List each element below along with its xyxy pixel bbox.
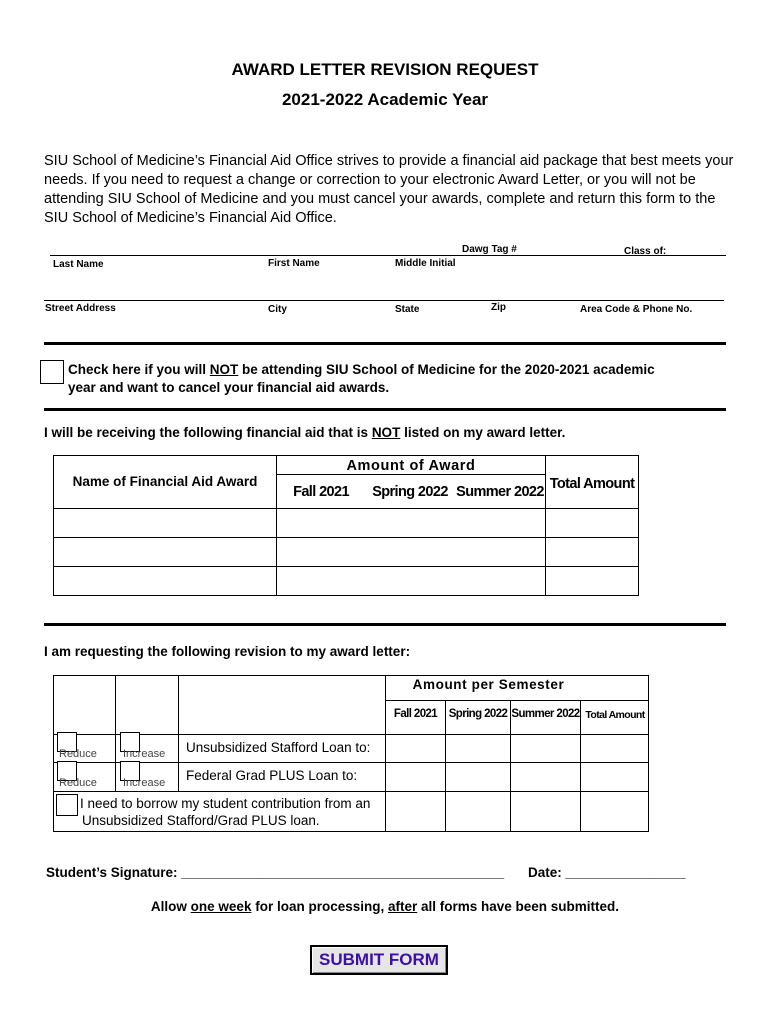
- dawg-tag-label: Dawg Tag #: [462, 244, 517, 255]
- spring-header: Spring 2022: [372, 483, 448, 500]
- section1-not: NOT: [371, 425, 401, 440]
- cancel-text: [68, 361, 728, 397]
- aid-name-cell[interactable]: [54, 567, 277, 596]
- last-name-label: Last Name: [53, 259, 104, 270]
- financial-aid-table: [53, 455, 639, 596]
- summer-header-2: Summer 2022: [511, 708, 580, 720]
- gradplus-reduce-label: Reduce: [59, 777, 97, 789]
- total-header-2: Total Amount: [585, 709, 645, 721]
- aid-amount-cell[interactable]: [277, 538, 546, 567]
- intro-paragraph: SIU School of Medicine’s Financial Aid Office strives to provide a financial aid package that best meets your needs. If you need to request a change or correction to your electronic Award Letter, or you will not be attending SIU School of Medicine and you must cancel your awards, complete and return this form to the SIU School of Medicine’s Financial Aid Office.: [44, 153, 734, 226]
- notice-mid: for loan processing,: [251, 899, 388, 914]
- grid-line: [385, 700, 649, 701]
- aid-total-cell[interactable]: [546, 567, 639, 596]
- aid-amount-cell[interactable]: [277, 509, 546, 538]
- stafford-increase-label: Increase: [123, 748, 166, 760]
- fall-header: Fall 2021: [293, 483, 349, 500]
- student-signature-line[interactable]: Student’s Signature: ___________________________________________: [46, 865, 505, 880]
- academic-year: 2021-2022 Academic Year: [281, 90, 489, 109]
- signature-date-line[interactable]: Date: ________________: [528, 865, 686, 880]
- contribution-line2: Unsubsidized Stafford/Grad PLUS loan.: [82, 813, 320, 828]
- state-label: State: [395, 304, 420, 315]
- aid-total-cell[interactable]: [546, 509, 639, 538]
- contribution-text: [80, 795, 370, 829]
- middle-initial-label: Middle Initial: [395, 258, 456, 269]
- divider: [44, 408, 726, 411]
- notice-one-week: one week: [190, 899, 252, 914]
- spring-header-2: Spring 2022: [448, 708, 508, 720]
- stafford-reduce-label: Reduce: [59, 748, 97, 760]
- divider: [44, 342, 726, 345]
- gradplus-increase-label: Increase: [123, 777, 166, 789]
- street-address-label: Street Address: [45, 303, 116, 314]
- grid-line: [53, 734, 649, 735]
- section1-heading: [44, 425, 565, 440]
- grid-line: [53, 762, 649, 763]
- class-of-label: Class of:: [624, 246, 667, 257]
- notice-post: all forms have been submitted.: [417, 899, 620, 914]
- aid-name-cell[interactable]: [54, 509, 277, 538]
- grid-line: [53, 791, 649, 792]
- aid-name-cell[interactable]: [54, 538, 277, 567]
- amount-of-award-header: Amount of Award: [277, 456, 545, 475]
- section1-heading-pre: I will be receiving the following financial aid that is: [44, 425, 372, 440]
- stafford-label: Unsubsidized Stafford Loan to:: [186, 740, 371, 755]
- amount-of-award-header-cell: [277, 456, 546, 509]
- submit-form-button[interactable]: SUBMIT FORM: [310, 945, 448, 975]
- processing-notice: [0, 899, 770, 914]
- amount-per-semester-header: Amount per Semester: [412, 677, 565, 692]
- section1-heading-post: listed on my award letter.: [400, 425, 566, 440]
- name-header: Name of Financial Aid Award: [54, 456, 277, 509]
- contribution-line1: I need to borrow my student contribution from an: [80, 796, 371, 811]
- notice-pre: Allow: [150, 899, 191, 914]
- notice-after: after: [387, 899, 418, 914]
- city-label: City: [268, 304, 287, 315]
- aid-total-cell[interactable]: [546, 538, 639, 567]
- aid-amount-cell[interactable]: [277, 567, 546, 596]
- cancel-not: NOT: [209, 362, 239, 377]
- cancel-text-pre: Check here if you will: [68, 362, 210, 377]
- grid-line: [385, 675, 386, 832]
- section2-heading: I am requesting the following revision to my award letter:: [44, 644, 411, 659]
- zip-label: Zip: [491, 302, 506, 313]
- cancel-text-post: be attending SIU School of Medicine for the 2020-2021 academic: [238, 362, 655, 377]
- total-header: Total Amount: [546, 456, 639, 509]
- page-title: AWARD LETTER REVISION REQUEST: [231, 60, 539, 79]
- fall-header-2: Fall 2021: [393, 708, 438, 720]
- cancel-awards-checkbox[interactable]: [40, 360, 64, 384]
- phone-label: Area Code & Phone No.: [580, 304, 693, 315]
- gradplus-label: Federal Grad PLUS Loan to:: [186, 768, 358, 783]
- address-line: [44, 300, 724, 301]
- first-name-label: First Name: [268, 258, 320, 269]
- divider: [44, 623, 726, 626]
- summer-header: Summer 2022: [456, 483, 544, 500]
- contribution-checkbox[interactable]: [56, 794, 78, 816]
- cancel-text-line2: year and want to cancel your financial aid awards.: [68, 380, 390, 395]
